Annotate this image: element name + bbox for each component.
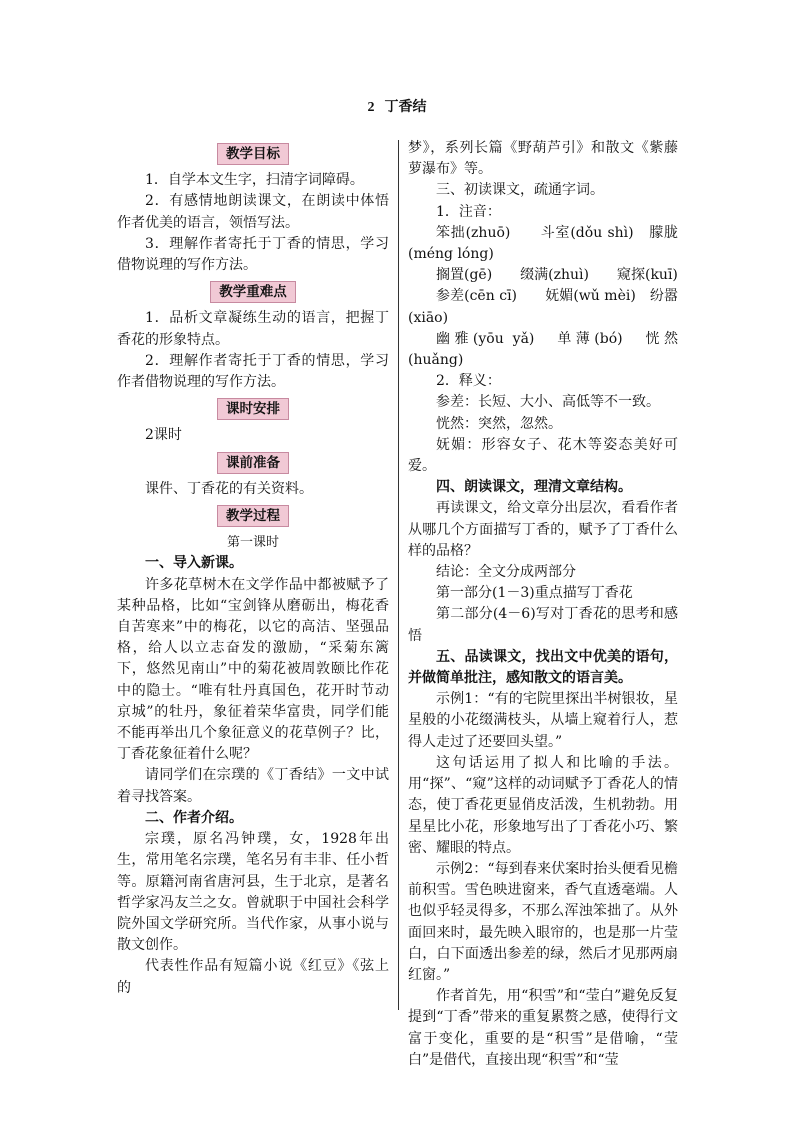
conclusion-line: 结论：全文分成两部分 xyxy=(436,564,576,581)
phonetic-heading: 1．注音： xyxy=(436,203,501,220)
example-quote: 示例1：“有的宅院里探出半树银妆，星星般的小花缀满枝头，从墙上窥着行人，惹得人走过了还要回头望。” xyxy=(408,691,678,750)
phonetic-line: 搁置(gē) 缀满(zhuì) 窥探(kuī) xyxy=(436,267,678,284)
definition-heading: 2．释义： xyxy=(436,373,501,390)
section-heading-process: 教学过程 xyxy=(217,505,289,527)
author-paragraph: 代表性作品有短篇小说《红豆》《弦上的 xyxy=(117,958,389,996)
lesson-label: 第一课时 xyxy=(226,535,279,551)
step-heading: 四、朗读课文，理清文章结构。 xyxy=(436,479,632,496)
example-analysis: 这句话运用了拟人和比喻的手法。用“探”、“窥”这样的动词赋予丁香花人的情态，使丁香花更显俏皮活泼，生机勃勃。用星星比小花，形象地写出了丁香花小巧、繁密、耀眼的特点。 xyxy=(408,754,678,856)
right-column xyxy=(408,138,678,1071)
hours-text: 2课时 xyxy=(145,427,182,444)
definition-line: 妩媚：形容女子、花木等姿态美好可爱。 xyxy=(408,436,678,475)
section-heading-keys: 教学重难点 xyxy=(210,281,296,303)
key-item: 1．品析文章凝练生动的语言，把握丁香花的形象特点。 xyxy=(117,310,389,348)
definition-line: 恍然：突然，忽然。 xyxy=(436,415,562,432)
section-heading-prep: 课前准备 xyxy=(217,452,289,474)
intro-paragraph: 请同学们在宗璞的《丁香结》一文中试着寻找答案。 xyxy=(117,767,389,805)
phonetic-line: 幽雅(yōu yǎ) 单薄(bó) 恍然(huǎng) xyxy=(408,330,678,369)
step-heading: 二、作者介绍。 xyxy=(145,809,243,826)
section-heading-goals: 教学目标 xyxy=(217,143,289,165)
phonetic-line: 笨拙(zhuō) 斗室(dǒu shì) 朦胧(méng lóng) xyxy=(408,224,678,263)
phonetic-line: 参差(cēn cī) 妩媚(wǔ mèi) 纷嚣(xiāo) xyxy=(408,288,678,326)
step-heading: 一、导入新课。 xyxy=(145,555,243,572)
step-heading: 五、品读课文，找出文中优美的语句，并做简单批注，感知散文的语言美。 xyxy=(408,648,678,687)
lesson-title: 丁香结 xyxy=(384,99,427,115)
lesson-number: 2 xyxy=(367,100,375,115)
left-column xyxy=(117,138,389,999)
structure-line: 第一部分(1－3)重点描写丁香花 xyxy=(436,585,633,602)
goal-item: 1．自学本文生字，扫清字词障碍。 xyxy=(145,172,364,189)
example-analysis: 作者首先，用“积雪”和“莹白”避免反复提到“丁香”带来的重复累赘之感，使得行文富于变化，重要的是“积雪”是借喻，“莹白”是借代，直接出现“积雪”和“莹 xyxy=(408,988,678,1068)
definition-line: 参差：长短、大小、高低等不一致。 xyxy=(436,394,660,411)
intro-paragraph: 许多花草树木在文学作品中都被赋予了某种品格，比如“宝剑锋从磨砺出，梅花香自苦寒来”中的梅花，以它的高洁、坚强品格，给人以立志奋发的激励，“采菊东篱下，悠然见南山”中的菊花被周敦颐比作花中的隐士。“唯有牡丹真国色，花开时节动京城”的牡丹，象征着荣华富贵，同学们能不能再举出几个象征意义的花草例子？比，丁香花象征着什么呢？ xyxy=(117,576,389,763)
reading-paragraph: 再读课文，给文章分出层次，看看作者从哪几个方面描写丁香的，赋予了丁香什么样的品格？ xyxy=(408,500,678,559)
column-divider xyxy=(398,140,399,1010)
key-item: 2．理解作者寄托于丁香的情思，学习作者借物说理的写作方法。 xyxy=(117,352,389,391)
author-paragraph: 宗璞，原名冯钟璞，女，1928年出生，常用笔名宗璞，笔名另有丰非、任小哲等。原籍河南省唐河县，生于北京，是著名哲学家冯友兰之女。曾就职于中国社会科学院外国文学研究所。当代作家，从事小说与散文创作。 xyxy=(117,831,389,954)
step-heading: 三、初读课文，疏通字词。 xyxy=(436,182,604,199)
page-title xyxy=(0,96,794,116)
goal-item: 3．理解作者寄托于丁香的情思，学习借物说理的写作方法。 xyxy=(117,235,389,274)
goal-item: 2．有感情地朗读课文，在朗读中体悟作者优美的语言，领悟写法。 xyxy=(117,193,389,231)
section-heading-hours: 课时安排 xyxy=(217,398,289,420)
example-quote: 示例2：“每到春来伏案时抬头便看见檐前积雪。雪色映进窗来，香气直透毫端。人也似乎轻灵得多，不那么浑浊笨拙了。从外面回来时，最先映入眼帘的，也是那一片莹白，白下面透出参差的绿，然后才见那两扇红窗。” xyxy=(408,860,678,983)
structure-line: 第二部分(4－6)写对丁香花的思考和感悟 xyxy=(408,606,678,644)
continued-paragraph: 梦》，系列长篇《野葫芦引》和散文《紫藤萝瀑布》等。 xyxy=(408,140,678,178)
prep-text: 课件、丁香花的有关资料。 xyxy=(145,480,313,497)
